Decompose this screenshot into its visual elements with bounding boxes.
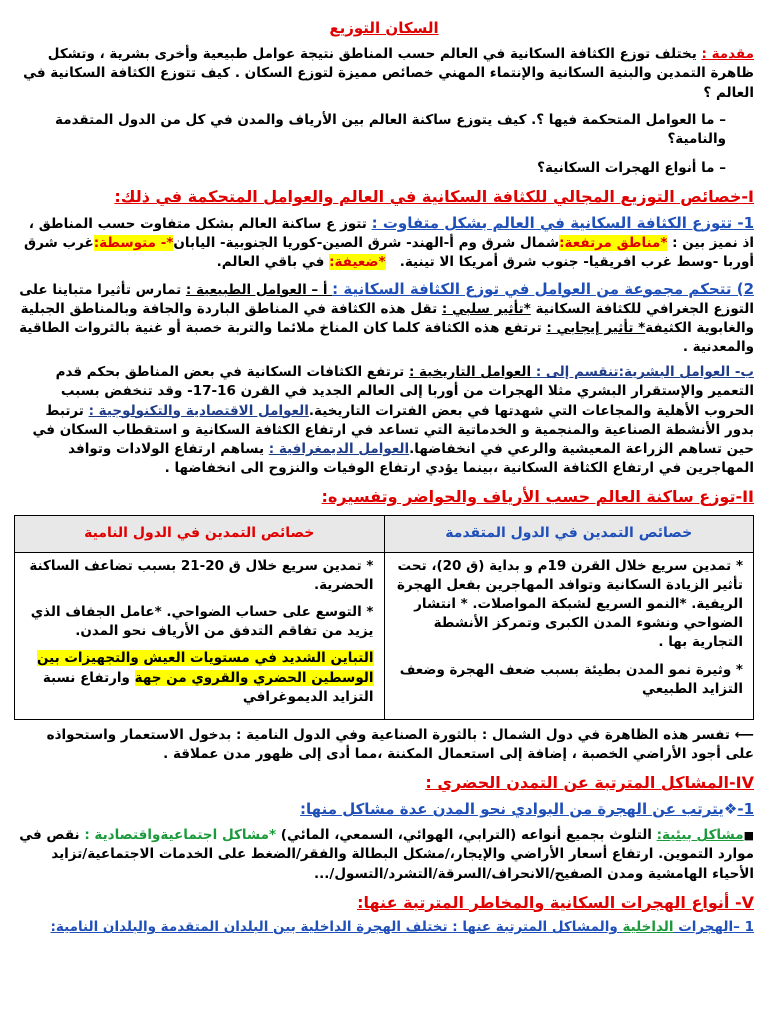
- section-1-2-heading: 2) تتحكم مجموعة من العوامل في توزع الكثافة السكانية :: [332, 279, 754, 298]
- demographic-factors-text: يساهم ارتفاع الولادات وتوافد المهاجرين في ارتفاع الكثافة السكانية ،بينما يؤدي ارتفاع الوفيات والنزوح الى انخفاضها .: [68, 440, 754, 477]
- natural-factors-label: أ – العوامل الطبيعية :: [185, 281, 333, 298]
- medium-density-label: *- متوسطة:: [93, 235, 174, 252]
- demographic-factors-label: العوامل الديمغرافية :: [268, 440, 410, 457]
- section-1-number: I-: [741, 187, 754, 207]
- section-4-1-number: 1-: [737, 799, 754, 818]
- developed-cell: [384, 552, 754, 719]
- urbanization-comparison-table: [14, 515, 754, 720]
- section-2-note: [14, 726, 754, 764]
- natural-factors-text: تمارس تأثيرا متباينا على التوزع الجغرافي للكثافة السكانية: [19, 281, 754, 317]
- section-4-number: IV-: [729, 773, 754, 793]
- section-1-2-paragraph: [14, 279, 754, 358]
- section-4-title: المشاكل المترتبة عن التمدن الحضري :: [425, 773, 730, 793]
- section-5-1-text-b: والمشاكل المترتبة عنها : تختلف الهجرة الداخلية بين البلدان المتقدمة والبلدان النامية:: [50, 919, 623, 936]
- section-1-heading: [14, 186, 754, 209]
- section-5-number: V-: [734, 892, 754, 912]
- economic-factors-text: ترتبط بدور الأنشطة الصناعية والمنجمية و الخدماتية التي تساعد في ارتفاع الكثافة السكانية و استقطاب السكان في حين تساهم الزراعة المعيشية والرعي في انخفاضها.: [32, 402, 754, 457]
- social-problems-text: نقص في موارد التموين. ارتفاع أسعار الأراضي والإيجار،/مشكل البطالة والفقر/الضغط على الخدمات الاجتماعية/تزايد الأحياء الهامشية ومدن الصفيح/الانحراف/السرقة/التشرد/التسول/...: [19, 827, 754, 882]
- intro-label: مقدمة :: [701, 46, 754, 63]
- human-factors-label: ب- العوامل البشرية:: [618, 364, 754, 381]
- low-density-label: *ضعيفة:: [329, 254, 386, 271]
- positive-effect-label: * تأثير إيجابي :: [546, 320, 646, 337]
- economic-factors-label: العوامل الاقتصادية والتكنولوجية :: [88, 402, 309, 419]
- section-4-1-paragraph: [14, 826, 754, 883]
- section-2-number: II-: [735, 487, 754, 507]
- historical-factors-text: ترتفع الكثافات السكانية في بعض المناطق بحكم قدم التعمير والإستقرار البشري مثلا الهجرات من أوربا إلى العالم الجديد في القرن 16-17- وقد تنخفض بسبب الحروب الأهلية والمجاعات التي شهدتها في بعض الفترات التاريخية.: [55, 364, 754, 419]
- page-title: السكان التوزيع: [329, 19, 439, 37]
- table-row: [15, 552, 754, 719]
- intro-text: يختلف توزع الكثافة السكانية في العالم حسب المناطق نتيجة عوامل طبيعية وأخرى بشرية ، وتشكل ظاهرة التمدين والبنية السكانية والإنتماء المهني خصائص مميزة لتوزع السكان . كيف تتوزع الكثافة السكانية في العالم ؟: [23, 46, 754, 101]
- intro-paragraph: [14, 45, 754, 102]
- arrow-icon: ⟵: [734, 726, 754, 743]
- section-2-title: توزع ساكنة العالم حسب الأرياف والحواضر وتفسيره:: [321, 487, 736, 507]
- negative-effect-label: *تأثير سلبي :: [441, 300, 531, 317]
- high-density-label: *مناطق مرتفعة:: [559, 235, 668, 252]
- section-1-1-paragraph: [14, 213, 754, 273]
- historical-factors-label: العوامل التاريخية :: [408, 364, 532, 381]
- developing-item-3: [25, 649, 374, 706]
- section-1-3-paragraph: [14, 363, 754, 478]
- section-5-1-number: 1 –: [733, 919, 754, 936]
- intro-question-1-text: ما العوامل المتحكمة فيها ؟. كيف يتوزع ساكنة العالم بين الأرياف والمدن في كل من الدول المتقدمة والنامية؟: [55, 111, 726, 147]
- low-density-text: في باقي العالم.: [216, 254, 330, 271]
- negative-effect-text: تقل هذه الكثافة في المناطق الباردة والجافة وبالمناطق الجبلية والغابوية الكثيفة: [20, 300, 754, 337]
- intro-question-2-text: ما أنواع الهجرات السكانية؟: [537, 160, 715, 177]
- positive-effect-text: ترتفع هذه الكثافة كلما كان المناخ ملائما والتربة خصبة أو غنية بالثروات الطاقية والمعدنية .: [19, 320, 754, 356]
- diamond-bullet-icon: ❖: [723, 799, 738, 818]
- medium-density-text: غرب شرق أوربا -وسط غرب افريقيا- جنوب شرق أمريكا الا تينية.: [24, 235, 754, 271]
- section-5-heading: [14, 892, 754, 915]
- human-factors-text: تنقسم إلى :: [531, 364, 619, 381]
- developed-item-2: * وثيرة نمو المدن بطيئة بسبب ضعف الهجرة وضعف التزايد الطبيعي: [399, 661, 743, 697]
- section-4-1-title: يترتب عن الهجرة من البوادي نحو المدن عدة مشاكل منها:: [300, 799, 724, 818]
- social-problems-label: *مشاكل اجتماعيةواقتصادية :: [84, 827, 277, 844]
- section-4-heading: [14, 772, 754, 795]
- developing-item-1: * تمدين سريع خلال ق 20-21 بسبب تضاعف الساكنة الحضرية.: [29, 557, 374, 594]
- developing-item-2: * التوسع على حساب الضواحي. *عامل الجفاف الذي يزيد من تفاقم التدفق من الأرياف نحو المدن.: [30, 604, 374, 640]
- developing-highlight: التباين الشديد في مستويات العيش والتجهيزات بين الوسطين الحضري والقروي من جهة: [36, 650, 374, 686]
- intro-question-1: – ما العوامل المتحكمة فيها ؟. كيف يتوزع ساكنة العالم بين الأرياف والمدن في كل من الدول المتقدمة والنامية؟: [55, 111, 726, 147]
- document-page: [14, 0, 754, 938]
- square-bullet-icon: ■: [743, 829, 754, 843]
- section-5-1-internal: الداخلية: [622, 919, 674, 936]
- section-5-1-paragraph: [14, 918, 754, 937]
- section-5-1-text-a: الهجرات: [673, 919, 734, 936]
- high-density-text: شمال شرق وم أ-الهند- شرق الصين-كوريا الجنوبية- اليابان: [173, 235, 560, 252]
- developed-item-1: * تمدين سريع خلال القرن 19م و بداية (ق 20)، تحت تأثير الزيادة السكانية وتوافد المهاجرين بفعل الهجرة الريفية. *النمو السريع لشبكة المواصلات. * انتشار الضواحي ونشوء المدن الكبرى وتمركز الأنشطة التجارية بها .: [397, 557, 743, 651]
- environmental-problems-label: مشاكل بيئية:: [656, 827, 744, 844]
- section-4-1-heading: [14, 799, 754, 820]
- table-header-row: [15, 515, 754, 552]
- environmental-problems-text: التلوث بجميع أنواعه (الترابي، الهوائي، السمعي، المائي): [276, 827, 657, 844]
- developing-item-3-tail: وارتفاع نسبة التزايد الديموغرافي: [42, 669, 374, 705]
- developing-cell: [15, 552, 385, 719]
- column-header-developing: خصائص التمدين في الدول النامية: [15, 515, 385, 552]
- section-2-heading: [14, 486, 754, 509]
- section-2-note-text: تفسر هذه الظاهرة في دول الشمال : بالثورة الصناعية وفي الدول النامية : بدخول الاستعمار واستحواذه على أجود الأراضي الخصبة ، إضافة إلى استعمال المكننة ،مما أدى إلى ظهور مدن عملاقة .: [46, 726, 754, 763]
- intro-question-2: – ما أنواع الهجرات السكانية؟: [537, 160, 726, 177]
- section-1-1-text: تتوز ع ساكنة العالم بشكل متفاوت حسب المناطق ، اذ نميز بين :: [28, 215, 754, 252]
- section-5-title: أنواع الهجرات السكانية والمخاطر المترتبة عنها:: [357, 892, 735, 912]
- section-1-title: خصائص التوزيع المجالي للكثافة السكانية في العالم والعوامل المتحكمة في ذلك:: [114, 187, 742, 207]
- column-header-developed: خصائص التمدين في الدول المتقدمة: [384, 515, 754, 552]
- section-1-1-heading: 1- تتوزع الكثافة السكانية في العالم بشكل متفاوت :: [371, 213, 754, 232]
